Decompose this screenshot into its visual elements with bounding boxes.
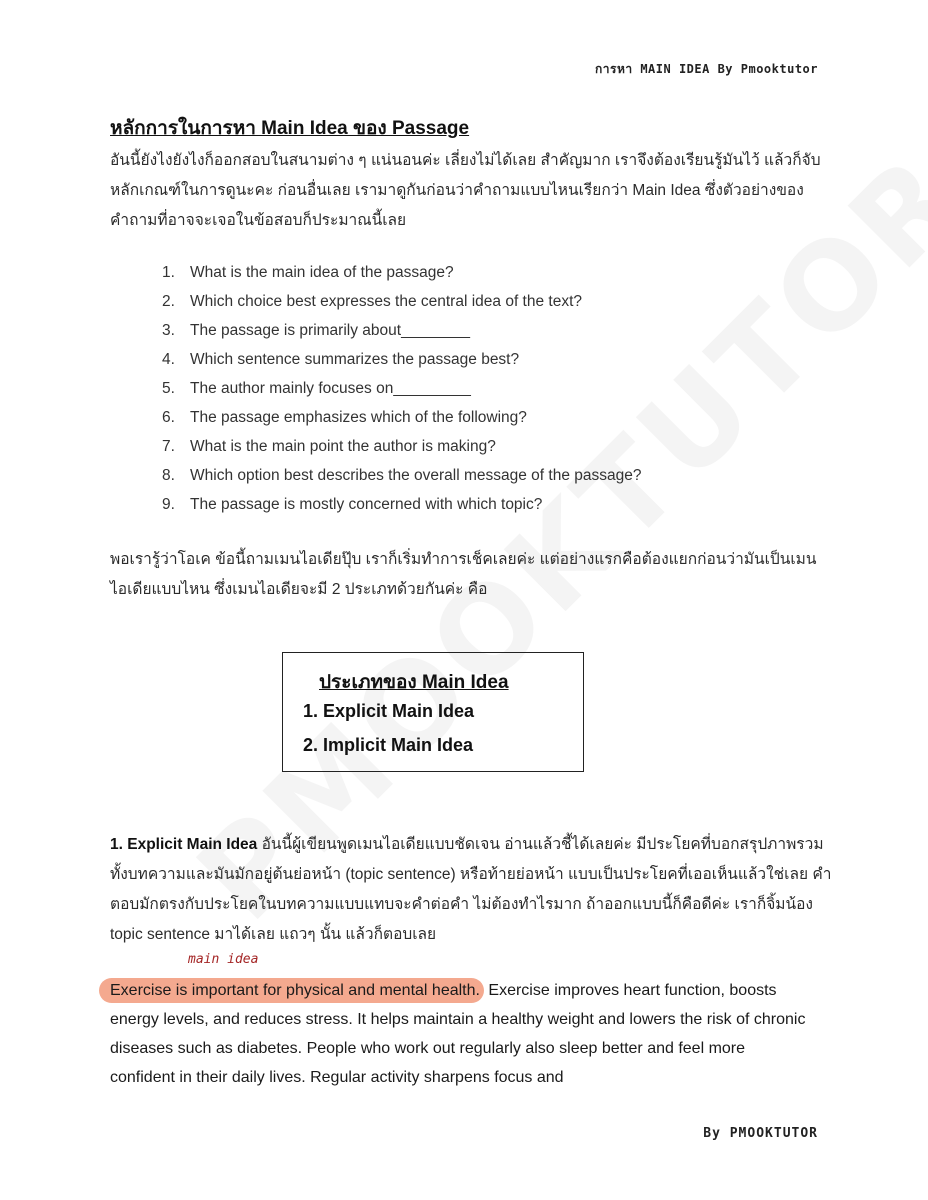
example-passage — [110, 976, 810, 1092]
main-idea-types-box — [282, 652, 584, 772]
explicit-text: อันนี้ผู้เขียนพูดเมนไอเดียแบบชัดเจน อ่านแล้วชี้ได้เลยค่ะ มีประโยคที่บอกสรุปภาพรวมทั้งบทความและมันมักอยู่ต้นย่อหน้า (topic sentence) หรือท้ายย่อหน้า แบบเป็นประโยคที่เออเห็นแล้วใช่เลย คำตอบมักตรงกับประโยคในบทความแบบแทบจะคำต่อคำ ไม่ต้องทำไรมาก ถ้าออกแบบนี้ก็คือดีค่ะ เราก็จิ้มน้อง topic sentence มาได้เลย แถวๆ นั้น แล้วก็ตอบเลย — [110, 836, 832, 943]
list-item: 6. The passage emphasizes which of the following? — [162, 409, 527, 426]
example-rest: Exercise improves heart function, boosts energy levels, and reduces stress. It helps maintain a healthy weight and lowers the risk of chronic diseases such as diabetes. People who work out regularly also sleep better and feel more confident in their daily lives. Regular activity sharpens focus and — [110, 982, 806, 1086]
header-label: การหา MAIN IDEA By Pmooktutor — [595, 62, 818, 76]
section-title: หลักการในการหา Main Idea ของ Passage — [110, 118, 470, 139]
types-box-title: ประเภทของ Main Idea — [319, 672, 509, 693]
list-item: 4. Which sentence summarizes the passage best? — [162, 351, 520, 368]
footer-label: By PMOOKTUTOR — [703, 1126, 818, 1141]
explicit-label: 1. Explicit Main Idea — [110, 836, 258, 853]
list-item: 5. The author mainly focuses on_________ — [162, 380, 471, 397]
list-item: 1. What is the main idea of the passage? — [162, 264, 454, 281]
type-explicit: 1. Explicit Main Idea — [303, 701, 475, 721]
type-implicit: 2. Implicit Main Idea — [303, 735, 474, 755]
list-item: 3. The passage is primarily about________ — [162, 322, 471, 339]
main-idea-annotation: main idea — [188, 952, 259, 967]
intro-paragraph: อันนี้ยังไงยังไงก็ออกสอบในสนามต่าง ๆ แน่นอนค่ะ เลี่ยงไม่ได้เลย สำคัญมาก เราจึงต้องเรียนรู้มันไว้ แล้วก็จับหลักเกณฑ์ในการดูนะคะ ก่อนอื่นเลย เรามาดูกันก่อนว่าคำถามแบบไหนเรียกว่า Main Idea ซึ่งตัวอย่างของคำถามที่อาจจะเจอในข้อสอบก็ประมาณนี้เลย — [110, 152, 821, 229]
list-item: 2. Which choice best expresses the central idea of the text? — [162, 293, 583, 310]
list-item: 8. Which option best describes the overall message of the passage? — [162, 467, 642, 484]
transition-paragraph: พอเรารู้ว่าโอเค ข้อนี้ถามเมนไอเดียปุ๊บ เราก็เริ่มทำการเช็คเลยค่ะ แต่อย่างแรกคือต้องแยกก่อนว่ามันเป็นเมนไอเดียแบบไหน ซึ่งเมนไอเดียจะมี 2 ประเภทด้วยกันค่ะ คือ — [110, 551, 817, 598]
list-item: 9. The passage is mostly concerned with which topic? — [162, 496, 543, 513]
question-list — [162, 258, 641, 519]
explicit-paragraph — [110, 830, 840, 950]
list-item: 7. What is the main point the author is making? — [162, 438, 496, 455]
highlighted-topic-sentence: Exercise is important for physical and mental health. — [99, 978, 484, 1003]
